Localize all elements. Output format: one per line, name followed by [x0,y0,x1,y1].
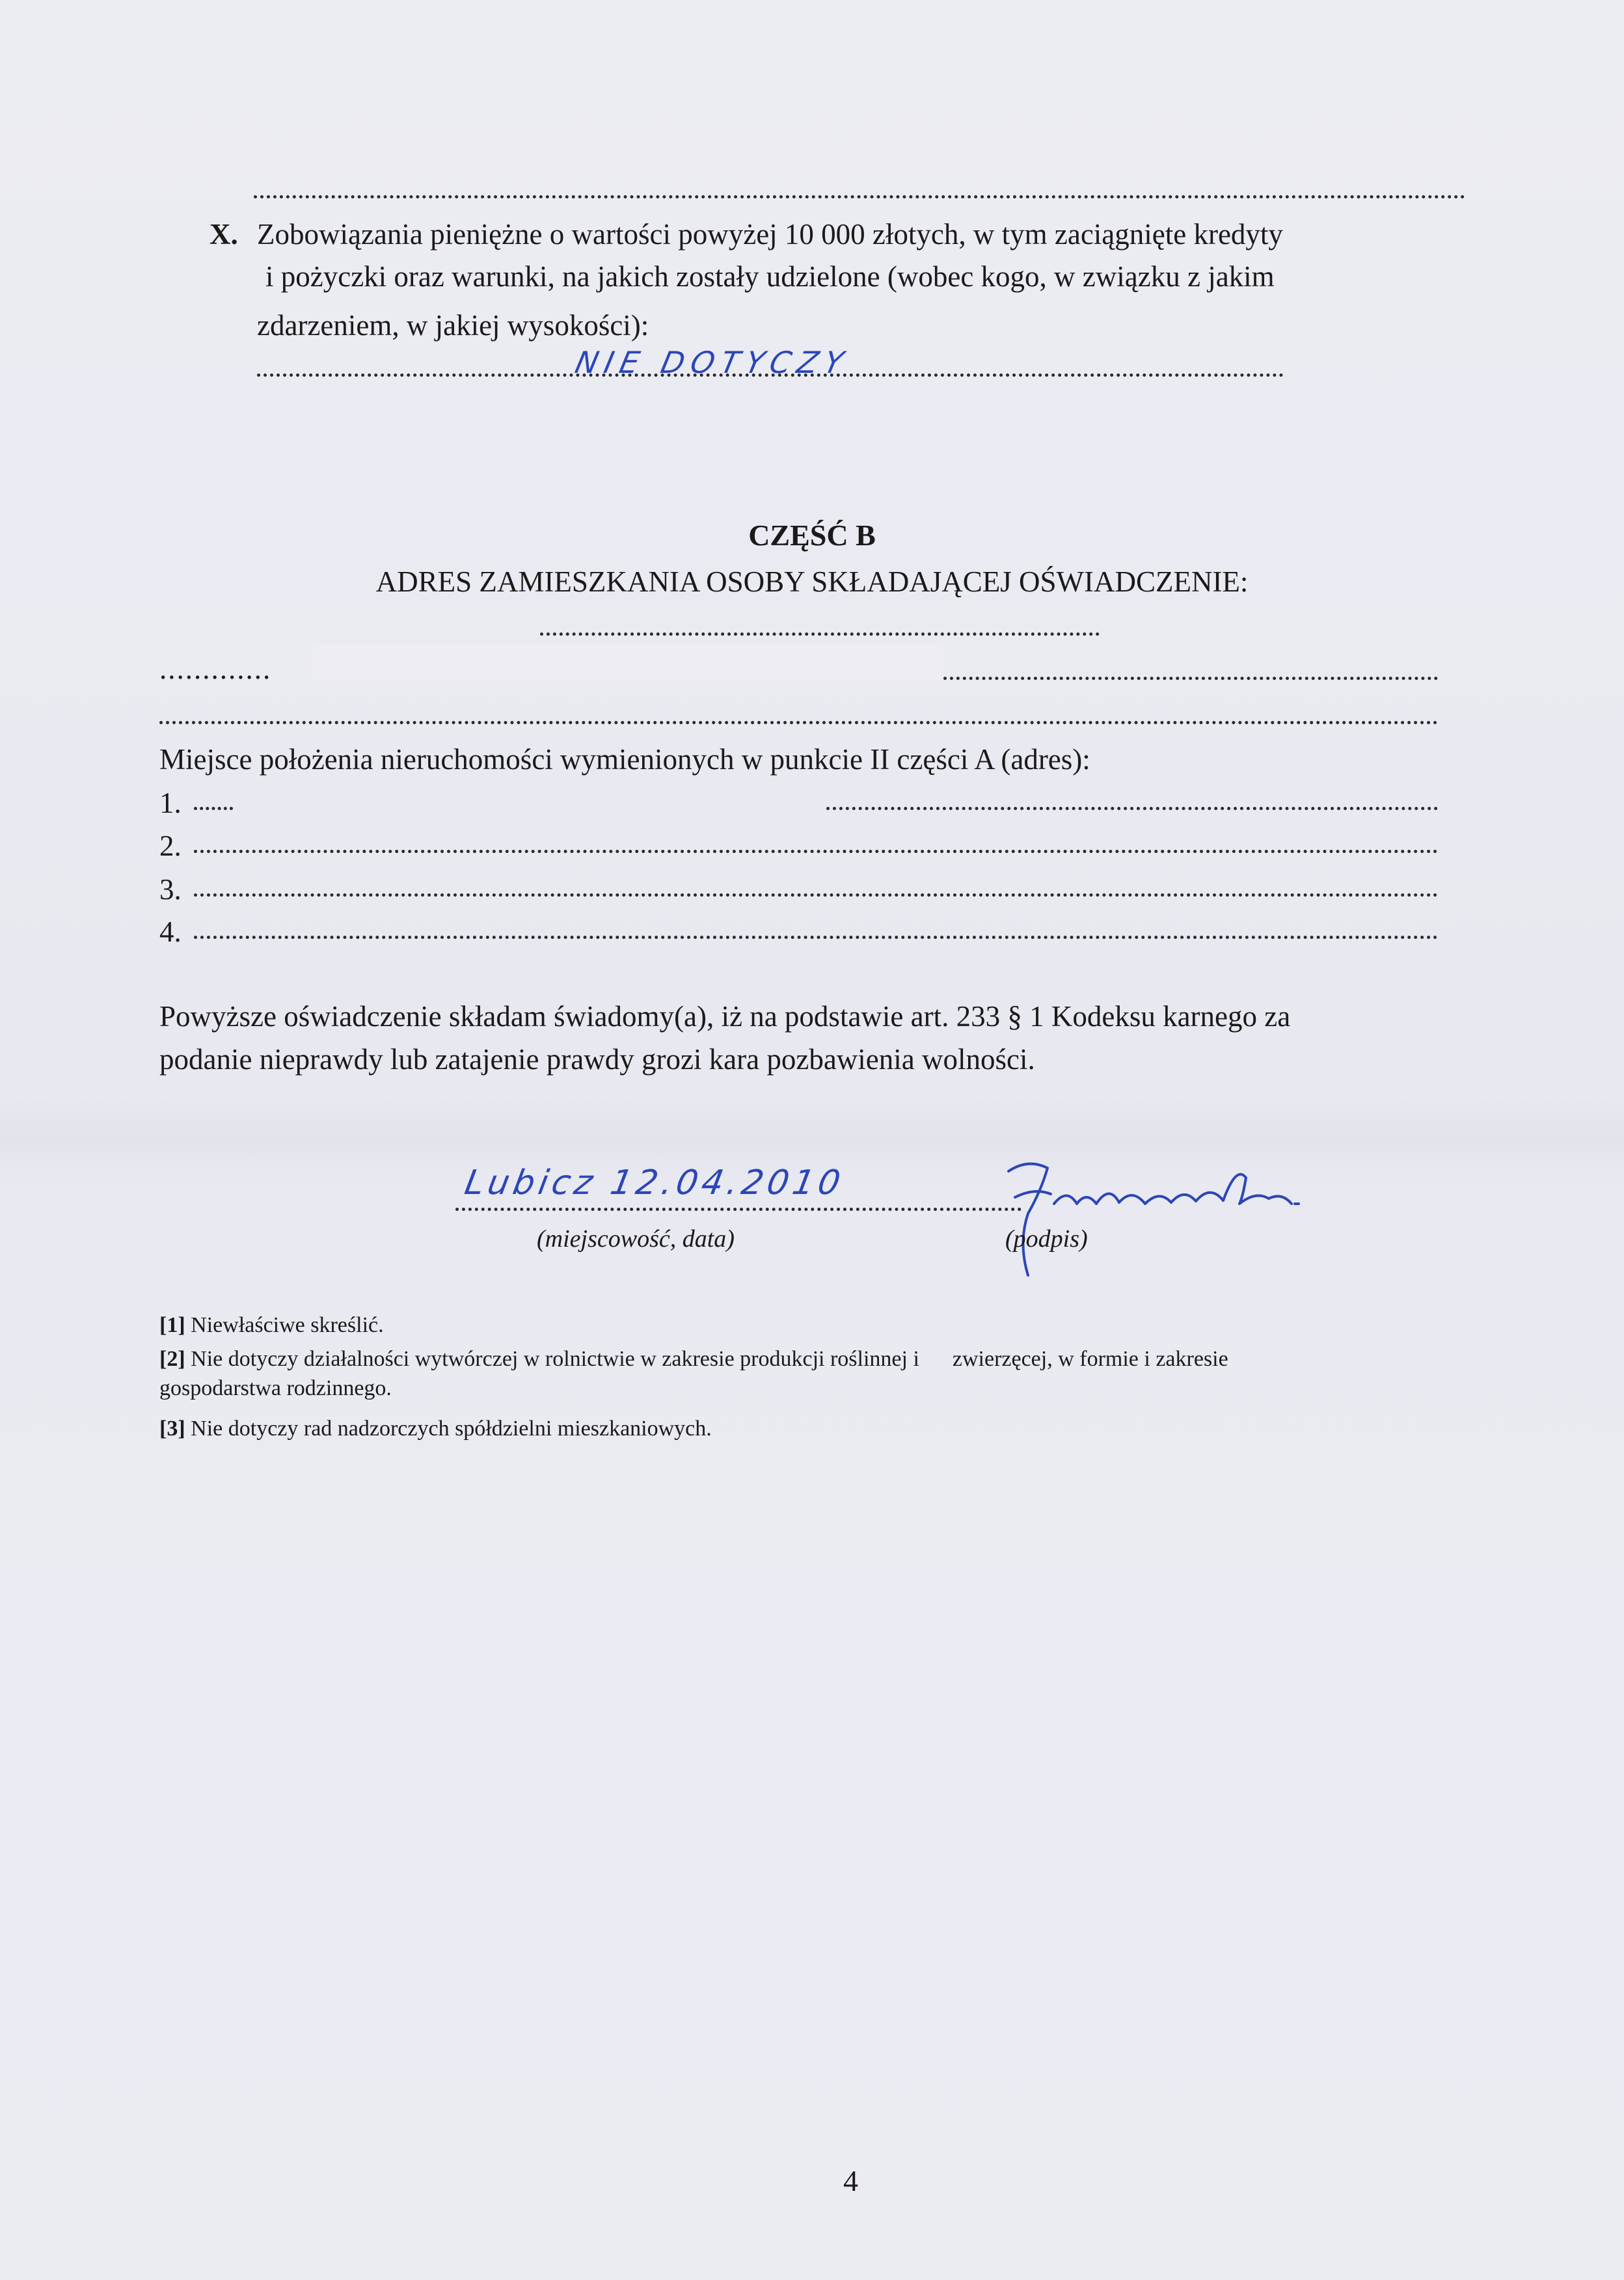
footnote-3-text: Nie dotyczy rad nadzorczych spółdzielni mieszkaniowych. [191,1417,712,1441]
property-number-4: 4. [159,916,182,948]
place-date-caption: (miejscowość, data) [537,1225,735,1253]
footnote-3 [159,1417,712,1441]
address-dotted-line-3 [159,721,1438,724]
property-location-label: Miejsce położenia nieruchomości wymienionych w punkcie II części A (adres): [159,743,1090,776]
section-x-line-1: Zobowiązania pieniężne o wartości powyżej 10 000 złotych, w tym zaciągnięte kredyty [257,218,1283,251]
property-line-1a [194,807,233,810]
redacted-area [312,644,943,681]
property-line-4 [194,936,1438,939]
handwritten-answer: NIE DOTYCZY [572,345,854,380]
property-number-3: 3. [159,873,182,906]
footnote-3-marker: [3] [159,1417,185,1441]
property-line-3 [194,893,1438,897]
footnote-2-continuation: gospodarstwa rodzinnego. [159,1376,392,1400]
section-x-marker: X. [210,218,238,251]
footnote-1-text: Niewłaściwe skreślić. [191,1313,384,1337]
signature-caption: (podpis) [1005,1225,1088,1253]
part-b-subtitle: ADRES ZAMIESZKANIA OSOBY SKŁADAJĄCEJ OŚWIADCZENIE: [375,565,1249,598]
declaration-line-1: Powyższe oświadczenie składam świadomy(a), iż na podstawie art. 233 § 1 Kodeksu karnego za [159,1000,1291,1033]
section-x-line-2: i pożyczki oraz warunki, na jakich zostały udzielone (wobec kogo, w związku z jakim [265,260,1275,293]
footnote-2 [159,1347,1228,1372]
section-x-line-3: zdarzeniem, w jakiej wysokości): [257,309,649,342]
footnote-2-text: Nie dotyczy działalności wytwórczej w rolnictwie w zakresie produkcji roślinnej i zwierzęcej, w formie i zakresie [191,1347,1228,1371]
dotted-line [254,195,1465,198]
signature-dotted-line [455,1208,1022,1211]
page-number: 4 [843,2164,858,2197]
footnote-2-marker: [2] [159,1347,185,1371]
property-line-2 [194,850,1438,853]
footnote-1-marker: [1] [159,1313,185,1337]
property-number-2: 2. [159,830,182,862]
address-dots-short: ............. [159,653,272,685]
address-dotted-line-2 [943,677,1438,680]
handwritten-place-date: Lubicz 12.04.2010 [461,1163,847,1202]
property-line-1b [826,807,1438,810]
footnote-1 [159,1313,384,1338]
declaration-line-2: podanie nieprawdy lub zatajenie prawdy grozi kara pozbawienia wolności. [159,1043,1035,1076]
part-b-title: CZĘŚĆ B [748,519,876,552]
address-dotted-line-1 [540,632,1100,636]
property-number-1: 1. [159,787,182,819]
